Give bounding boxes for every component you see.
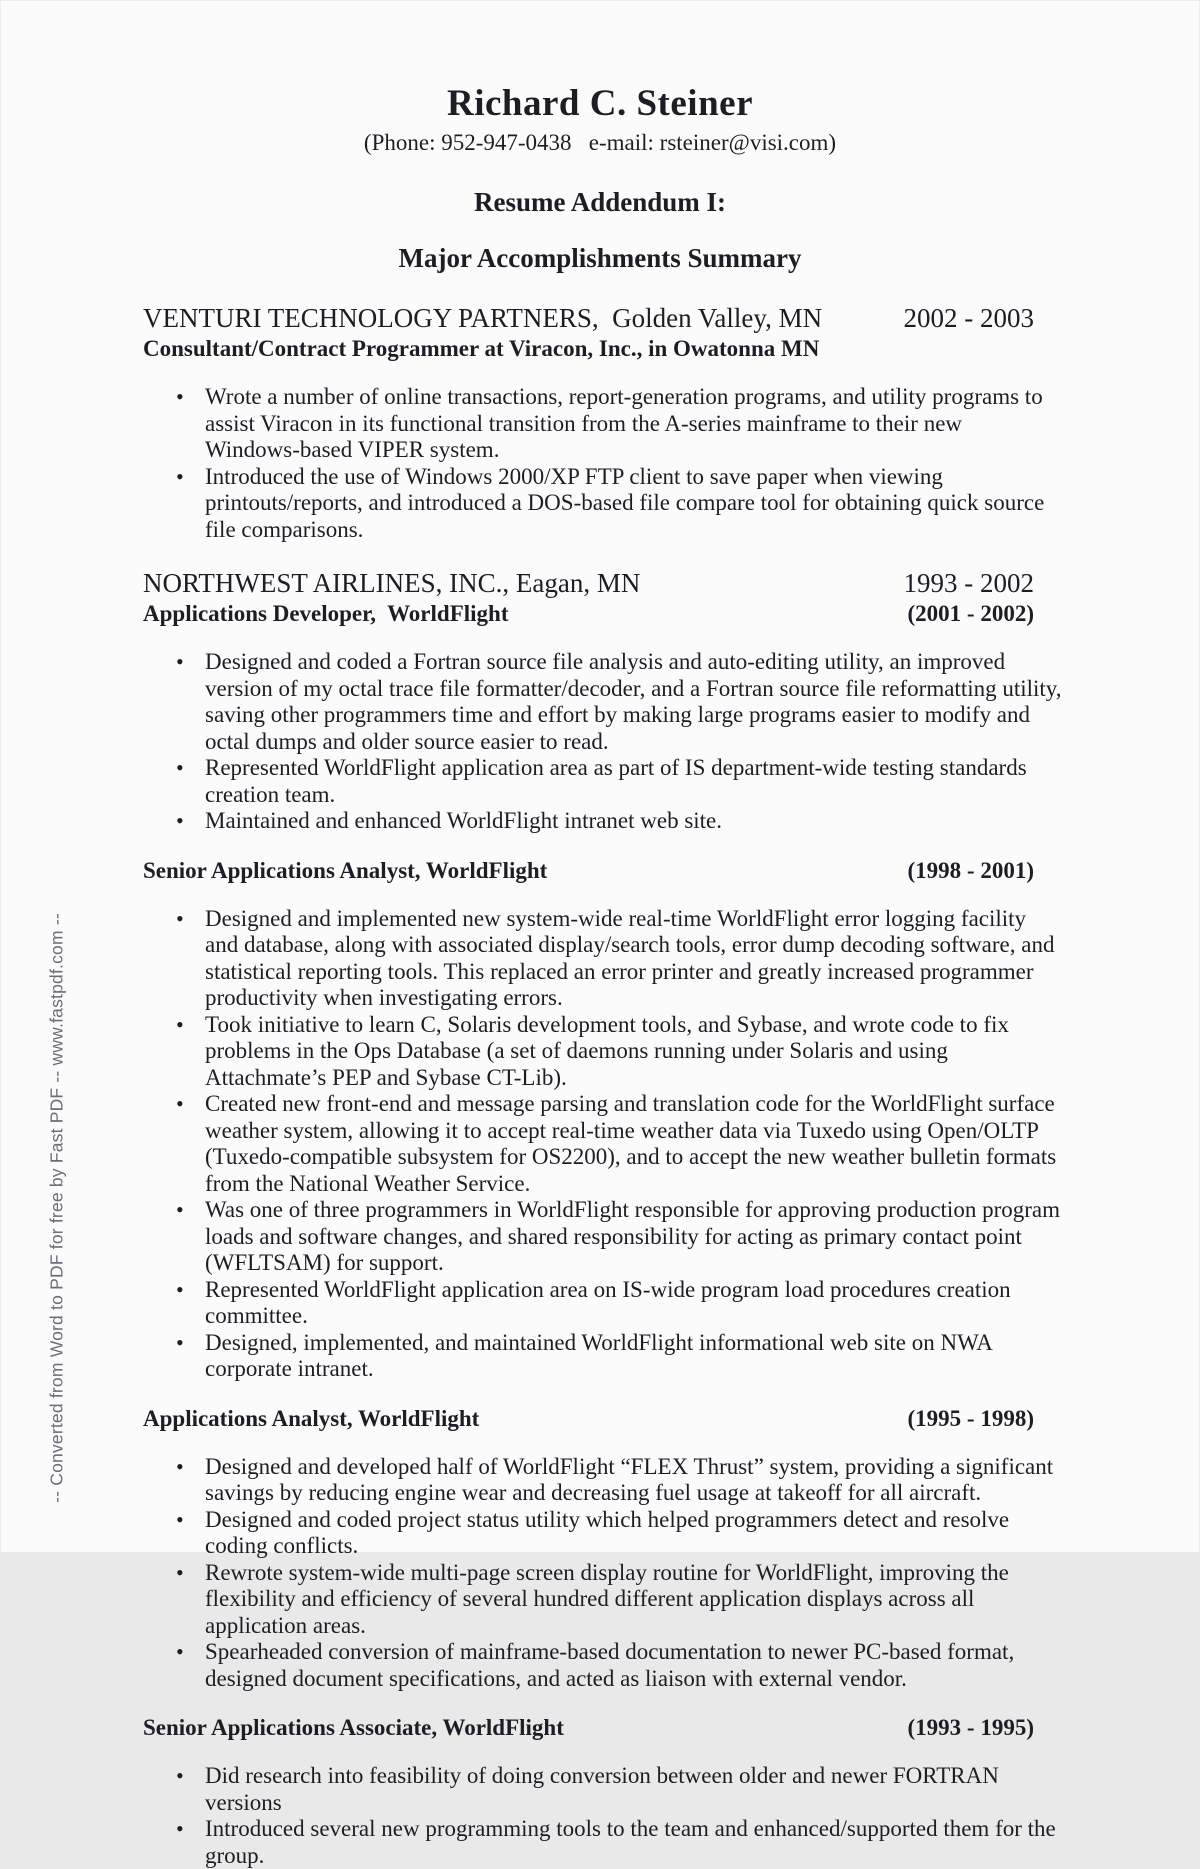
- role-title: Senior Applications Associate, WorldFlight: [143, 1715, 564, 1740]
- accomplishment-item: • Designed and developed half of WorldFlight “FLEX Thrust” system, providing a significant savings by reducing engine wear and decreasing fuel usage at takeoff for all aircraft.: [143, 1454, 1062, 1507]
- role-row: [143, 856, 1062, 885]
- accomplishment-item: • Maintained and enhanced WorldFlight intranet web site.: [143, 808, 1062, 835]
- resume-sections: [143, 303, 1062, 1869]
- accomplishment-item: • Created new front-end and message parsing and translation code for the WorldFlight surface weather system, allowing it to accept real-time weather data via Tuxedo using Open/OLTP (Tuxedo-compatible subsystem for OS2200), and to accept the new weather bulletin formats from the National Weather Service.: [143, 1091, 1062, 1197]
- employer-section: [143, 303, 1062, 543]
- accomplishment-item: • Rewrote system-wide multi-page screen display routine for WorldFlight, improving the flexibility and efficiency of several hundred different application displays across all application areas.: [143, 1560, 1062, 1640]
- accomplishment-item: • Did research into feasibility of doing conversion between older and newer FORTRAN versions: [143, 1763, 1062, 1816]
- company-name: VENTURI TECHNOLOGY PARTNERS, Golden Valley, MN: [143, 303, 823, 333]
- role-block: [143, 599, 1062, 835]
- role-row: [143, 1713, 1062, 1742]
- accomplishment-list: [143, 649, 1062, 835]
- role-title: Consultant/Contract Programmer at Viracon, Inc., in Owatonna MN: [143, 336, 820, 361]
- accomplishment-list: [143, 384, 1062, 543]
- accomplishment-list: [143, 1763, 1062, 1869]
- role-block: [143, 334, 1062, 543]
- company-dates: 2002 - 2003: [903, 303, 1034, 333]
- role-block: [143, 856, 1062, 1383]
- accomplishment-item: • Represented WorldFlight application area on IS-wide program load procedures creation committee.: [143, 1277, 1062, 1330]
- role-title: Senior Applications Analyst, WorldFlight: [143, 857, 548, 883]
- accomplishment-item: • Took initiative to learn C, Solaris development tools, and Sybase, and wrote code to fix problems in the Ops Database (a set of daemons running under Solaris and using Attachmate’s PEP and Sybase CT-Lib).: [143, 1012, 1062, 1092]
- company-name: NORTHWEST AIRLINES, INC., Eagan, MN: [143, 568, 641, 598]
- accomplishment-item: • Introduced the use of Windows 2000/XP FTP client to save paper when viewing printouts/reports, and introduced a DOS-based file compare tool for obtaining quick source file comparisons.: [143, 464, 1062, 544]
- role-dates: (1995 - 1998): [907, 1405, 1034, 1431]
- accomplishment-item: • Designed and coded a Fortran source file analysis and auto-editing utility, an improved version of my octal trace file formatter/decoder, and a Fortran source file reformatting utility, saving other programmers time and effort by making large programs easier to modify and octal dumps and older source easier to read.: [143, 649, 1062, 755]
- role-title: Applications Analyst, WorldFlight: [143, 1405, 480, 1431]
- accomplishment-item: • Wrote a number of online transactions, report-generation programs, and utility programs to assist Viracon in its functional transition from the A-series mainframe to their new Windows-based VIPER system.: [143, 384, 1062, 464]
- person-name: Richard C. Steiner: [447, 83, 753, 124]
- accomplishment-list: [143, 1454, 1062, 1693]
- addendum-title: Resume Addendum I:: [473, 187, 727, 217]
- accomplishment-item: • Represented WorldFlight application area as part of IS department-wide testing standards creation team.: [143, 755, 1062, 808]
- contact-line: (Phone: 952-947-0438 e-mail: rsteiner@visi.com): [363, 130, 837, 155]
- resume-header: [0, 0, 1200, 274]
- summary-title: Major Accomplishments Summary: [398, 243, 802, 273]
- company-dates: 1993 - 2002: [903, 568, 1034, 598]
- role-row: [143, 334, 1062, 363]
- role-block: [143, 1713, 1062, 1869]
- accomplishment-item: • Was one of three programmers in WorldFlight responsible for approving production program loads and software changes, and shared responsibility for acting as primary contact point (WFLTSAM) for support.: [143, 1197, 1062, 1277]
- role-dates: (2001 - 2002): [907, 601, 1034, 626]
- accomplishment-item: • Designed and implemented new system-wide real-time WorldFlight error logging facility and database, along with associated display/search tools, error dump decoding software, and statistical reporting tools. This replaced an error printer and greatly increased programmer productivity when investigating errors.: [143, 906, 1062, 1012]
- watermark-text: -- Converted from Word to PDF for free by Fast PDF -- www.fastpdf.com --: [46, 913, 67, 1503]
- accomplishment-list: [143, 906, 1062, 1383]
- accomplishment-item: • Spearheaded conversion of mainframe-based documentation to newer PC-based format, designed document specifications, and acted as liaison with external vendor.: [143, 1639, 1062, 1692]
- role-dates: (1993 - 1995): [907, 1715, 1034, 1740]
- accomplishment-item: • Designed, implemented, and maintained WorldFlight informational web site on NWA corporate intranet.: [143, 1330, 1062, 1383]
- accomplishment-item: • Designed and coded project status utility which helped programmers detect and resolve coding conflicts.: [143, 1507, 1062, 1560]
- employer-section: [143, 568, 1062, 1869]
- company-row: [143, 303, 1062, 334]
- accomplishment-item: • Introduced several new programming tools to the team and enhanced/supported them for the group.: [143, 1816, 1062, 1869]
- role-title: Applications Developer, WorldFlight: [143, 601, 509, 626]
- role-row: [143, 1404, 1062, 1433]
- role-block: [143, 1404, 1062, 1693]
- role-row: [143, 599, 1062, 628]
- company-row: [143, 568, 1062, 599]
- role-dates: (1998 - 2001): [907, 857, 1034, 883]
